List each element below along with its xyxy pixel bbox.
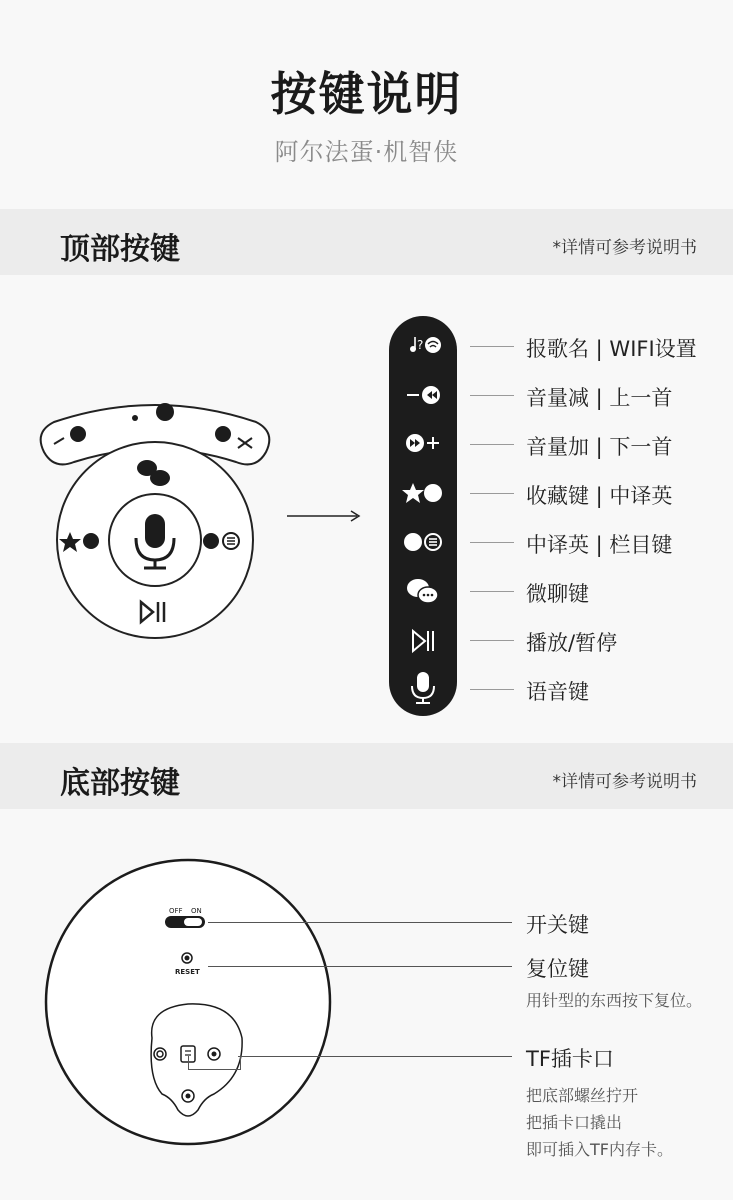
- section-note-bottom: *详情可参考说明书: [552, 772, 697, 792]
- leader-line-tf-box: [188, 1056, 241, 1070]
- device-top-illustration: [30, 390, 280, 650]
- leader-line: [470, 689, 514, 690]
- page-subtitle: 阿尔法蛋·机智侠: [274, 138, 459, 166]
- leader-line: [470, 444, 514, 445]
- leader-line-tf: [238, 1056, 512, 1057]
- reset-mark: RESET: [175, 968, 200, 976]
- button-label-play-pause: 播放/暂停: [526, 631, 618, 655]
- reset-hole-icon: [182, 953, 192, 963]
- leader-line-reset: [208, 966, 512, 967]
- button-label-song-wifi: 报歌名 | WIFI设置: [526, 337, 697, 361]
- leader-line: [470, 640, 514, 641]
- section-title-top: 顶部按键: [60, 232, 180, 267]
- note-tf-line-2: 把插卡口撬出: [526, 1113, 623, 1132]
- section-note-top: *详情可参考说明书: [552, 238, 697, 258]
- section-title-bottom: 底部按键: [60, 766, 180, 801]
- button-label-wechat: 微聊键: [526, 582, 589, 606]
- leader-line: [470, 346, 514, 347]
- screw-icon: [182, 1090, 194, 1102]
- label-power-switch: 开关键: [526, 913, 589, 937]
- volume-down-previous-icon: [389, 380, 457, 410]
- favorite-translate-icon: [389, 478, 457, 508]
- power-switch-icon: [165, 916, 205, 928]
- note-tf-line-1: 把底部螺丝拧开: [526, 1086, 639, 1105]
- button-label-volume-up: 音量加 | 下一首: [526, 435, 673, 459]
- device-bottom-illustration: [44, 858, 334, 1148]
- button-label-favorite: 收藏键 | 中译英: [526, 484, 673, 508]
- translate-menu-icon: [389, 527, 457, 557]
- leader-line: [470, 395, 514, 396]
- arrow-right-icon: [285, 508, 365, 524]
- wechat-chat-icon: [389, 576, 457, 606]
- page-title: 按键说明: [270, 67, 463, 121]
- button-label-voice: 语音键: [526, 680, 589, 704]
- leader-line: [470, 591, 514, 592]
- play-pause-icon: [389, 626, 457, 656]
- leader-line: [470, 542, 514, 543]
- button-label-translate: 中译英 | 栏目键: [526, 533, 673, 557]
- leader-line-switch: [208, 922, 512, 923]
- svg-text:?: ?: [417, 338, 424, 352]
- note-reset: 用针型的东西按下复位。: [526, 991, 703, 1010]
- button-pill: [389, 316, 457, 716]
- note-tf-line-3: 即可插入TF内存卡。: [526, 1140, 673, 1159]
- label-reset: 复位键: [526, 957, 589, 981]
- switch-on-label: ON: [191, 907, 202, 915]
- song-wifi-icon: [389, 330, 457, 360]
- label-tf-slot: TF插卡口: [526, 1047, 614, 1071]
- microphone-icon: [389, 670, 457, 706]
- leader-line: [470, 493, 514, 494]
- volume-up-next-icon: [389, 428, 457, 458]
- button-label-volume-down: 音量减 | 上一首: [526, 386, 673, 410]
- switch-off-label: OFF: [169, 907, 183, 915]
